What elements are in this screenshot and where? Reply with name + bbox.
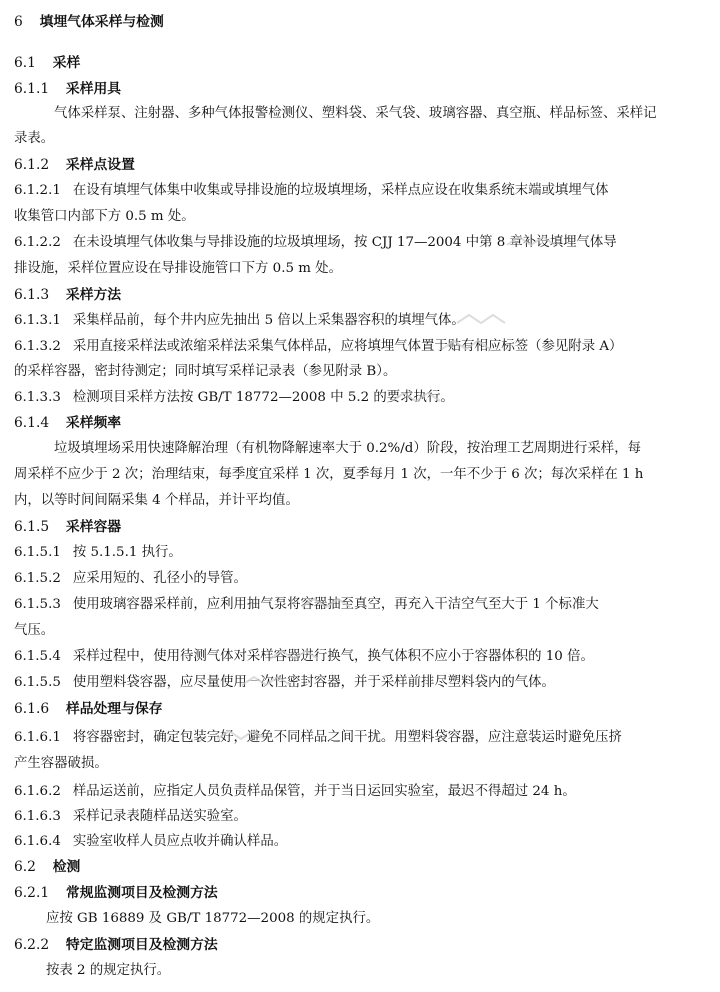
subsection-title: 采样容器 xyxy=(65,519,122,535)
subsection-title: 特定监测项目及检测方法 xyxy=(65,937,218,953)
clause-6-1-5-1 xyxy=(14,541,182,560)
subsection-number: 6.2.1 xyxy=(14,885,50,901)
subsection-number: 6.1.2 xyxy=(14,157,50,173)
section-heading-6-1 xyxy=(14,51,80,71)
subsection-number: 6.1.6 xyxy=(14,701,50,717)
clause-number: 6.1.3.1 xyxy=(14,313,61,328)
clause-6-1-5-5 xyxy=(14,671,555,690)
clause-text: 检测项目采样方法按 GB/T 18772—2008 中 5.2 的要求执行。 xyxy=(72,390,454,405)
subsection-title: 常规监测项目及检测方法 xyxy=(65,885,218,901)
clause-number: 6.1.2.2 xyxy=(14,235,61,250)
clause-number: 6.1.3.3 xyxy=(14,390,61,405)
clause-text: 在未设填埋气体收集与导排设施的垃圾填埋场，按 CJJ 17—2004 中第 8 章补设填埋气体导 xyxy=(72,235,617,250)
paragraph-line: 产生容器破损。 xyxy=(14,756,108,771)
paragraph-line: 应按 GB 16889 及 GB/T 18772—2008 的规定执行。 xyxy=(46,911,380,926)
subsection-title: 采样点设置 xyxy=(65,157,135,173)
clause-text: 使用玻璃容器采样前，应利用抽气泵将容器抽至真空，再充入干洁空气至大于 1 个标准大 xyxy=(72,597,599,612)
paragraph-line: 内，以等时间间隔采集 4 个样品，并计平均值。 xyxy=(14,493,299,508)
subsection-heading-6-1-5 xyxy=(14,515,121,535)
subsection-number: 6.2.2 xyxy=(14,937,50,953)
clause-number: 6.1.6.4 xyxy=(14,834,61,849)
clause-text: 按 5.1.5.1 执行。 xyxy=(72,545,182,560)
clause-6-1-6-3 xyxy=(14,805,247,824)
section-number: 6.2 xyxy=(14,859,36,875)
clause-6-1-3-2 xyxy=(14,335,622,354)
clause-text: 实验室收样人员应点收并确认样品。 xyxy=(72,834,288,849)
chapter-heading xyxy=(14,10,164,30)
clause-number: 6.1.6.3 xyxy=(14,809,61,824)
subsection-heading-6-1-4 xyxy=(14,411,121,431)
clause-6-1-2-2 xyxy=(14,231,617,250)
clause-text: 在设有填埋气体集中收集或导排设施的垃圾填埋场，采样点应设在收集系统末端或填埋气体 xyxy=(72,183,609,198)
chapter-title: 填埋气体采样与检测 xyxy=(39,14,164,30)
paragraph-line: 垃圾填埋场采用快速降解治理（有机物降解速率大于 0.2%/d）阶段，按治理工艺周期进行采样，每 xyxy=(54,441,641,456)
subsection-number: 6.1.3 xyxy=(14,287,50,303)
clause-number: 6.1.5.5 xyxy=(14,675,61,690)
clause-number: 6.1.6.2 xyxy=(14,784,61,799)
subsection-heading-6-1-3 xyxy=(14,283,121,303)
paragraph-line: 周采样不应少于 2 次；治理结束，每季度宜采样 1 次，夏季每月 1 次，一年不少于 6 次；每次采样在 1 h xyxy=(14,467,644,482)
clause-text: 采样记录表随样品送实验室。 xyxy=(72,809,247,824)
clause-text: 使用塑料袋容器，应尽量使用一次性密封容器，并于采样前排尽塑料袋内的气体。 xyxy=(72,675,555,690)
clause-number: 6.1.5.1 xyxy=(14,545,61,560)
paragraph-line: 气体采样泵、注射器、多种气体报警检测仪、塑料袋、采气袋、玻璃容器、真空瓶、样品标签、采样记 xyxy=(54,106,657,121)
subsection-heading-6-1-6 xyxy=(14,697,163,717)
subsection-title: 采样方法 xyxy=(65,287,122,303)
paragraph-line: 按表 2 的规定执行。 xyxy=(46,963,171,978)
subsection-heading-6-2-1 xyxy=(14,881,218,901)
clause-6-1-3-3 xyxy=(14,386,454,405)
paragraph-line: 录表。 xyxy=(14,131,55,146)
clause-6-1-6-4 xyxy=(14,830,287,849)
clause-6-1-5-2 xyxy=(14,567,247,586)
paragraph-line: 的采样容器，密封待测定；同时填写采样记录表（参见附录 B）。 xyxy=(14,364,397,379)
paragraph-line: 气压。 xyxy=(14,623,55,638)
clause-text: 样品运送前，应指定人员负责样品保管，并于当日运回实验室，最迟不得超过 24 h。 xyxy=(72,784,576,799)
paragraph-line: 排设施，采样位置应设在导排设施管口下方 0.5 m 处。 xyxy=(14,261,342,276)
clause-text: 应采用短的、孔径小的导管。 xyxy=(72,571,247,586)
chapter-number: 6 xyxy=(14,14,23,30)
clause-number: 6.1.6.1 xyxy=(14,730,61,745)
section-title: 检测 xyxy=(52,859,81,875)
clause-6-1-6-1 xyxy=(14,726,622,745)
subsection-number: 6.1.1 xyxy=(14,81,50,97)
clause-6-1-2-1 xyxy=(14,179,608,198)
section-number: 6.1 xyxy=(14,55,36,71)
subsection-title: 采样用具 xyxy=(65,81,122,97)
subsection-heading-6-1-2 xyxy=(14,153,135,173)
clause-text: 采用直接采样法或浓缩采样法采集气体样品，应将填埋气体置于贴有相应标签（参见附录 A） xyxy=(72,339,623,354)
clause-number: 6.1.5.3 xyxy=(14,597,61,612)
clause-text: 采样过程中，使用待测气体对采样容器进行换气，换气体积不应小于容器体积的 10 倍。 xyxy=(72,649,594,664)
clause-6-1-5-3 xyxy=(14,593,599,612)
clause-6-1-5-4 xyxy=(14,645,594,664)
section-title: 采样 xyxy=(52,55,81,71)
clause-text: 将容器密封，确定包装完好，避免不同样品之间干扰。用塑料袋容器，应注意装运时避免压挤 xyxy=(72,730,622,745)
clause-number: 6.1.5.2 xyxy=(14,571,61,586)
clause-number: 6.1.2.1 xyxy=(14,183,61,198)
section-heading-6-2 xyxy=(14,855,80,875)
paragraph-line: 收集管口内部下方 0.5 m 处。 xyxy=(14,209,195,224)
clause-6-1-6-2 xyxy=(14,780,576,799)
subsection-heading-6-2-2 xyxy=(14,933,218,953)
subsection-heading-6-1-1 xyxy=(14,77,121,97)
clause-text: 采集样品前，每个井内应先抽出 5 倍以上采集器容积的填埋气体。 xyxy=(72,313,465,328)
clause-number: 6.1.5.4 xyxy=(14,649,61,664)
subsection-number: 6.1.4 xyxy=(14,415,50,431)
subsection-title: 采样频率 xyxy=(65,415,122,431)
clause-6-1-3-1 xyxy=(14,309,465,328)
clause-number: 6.1.3.2 xyxy=(14,339,61,354)
subsection-title: 样品处理与保存 xyxy=(65,701,163,717)
subsection-number: 6.1.5 xyxy=(14,519,50,535)
